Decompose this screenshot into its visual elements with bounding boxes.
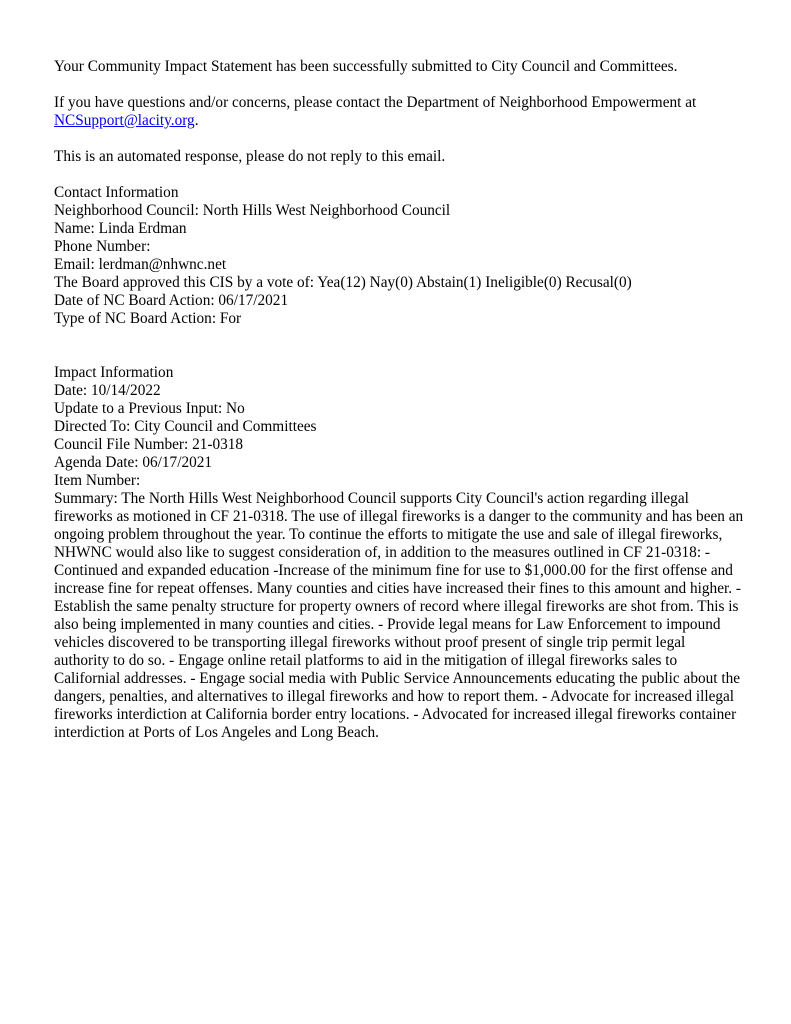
council-file-number-field: Council File Number: 21-0318 <box>54 436 244 453</box>
automated-response-note: This is an automated response, please do not reply to this email. <box>54 148 446 165</box>
neighborhood-council-field: Neighborhood Council: North Hills West Neighborhood Council <box>54 202 451 219</box>
contact-heading: Contact Information <box>54 184 179 201</box>
impact-summary-text: Summary: The North Hills West Neighborhood Council supports City Council's action regarding illegal fireworks as motioned in CF 21-0318. The use of illegal fireworks is a danger to the community and has been an ongoing problem throughout the year. To continue the efforts to mitigate the use and sale of illegal fireworks, NHWNC would also like to suggest consideration of, in addition to the measures outlined in CF 21-0318: -Continued and expanded education -Increase of the minimum fine for use to $1,000.00 for the first offense and increase fine for repeat offenses. Many counties and cities have increased their fines to this amount and higher. - Establish the same penalty structure for property owners of record where illegal fireworks are shot from. This is also being implemented in many counties and cities. - Provide legal means for Law Enforcement to impound vehicles discovered to be transporting illegal fireworks without proof present of single trip permit legal authority to do so. - Engage online retail platforms to aid in the mitigation of illegal fireworks sales to Californial addresses. - Engage social media with Public Service Announcements educating the public about the dangers, penalties, and alternatives to illegal fireworks and how to report them. - Advocate for increased illegal fireworks interdiction at California border entry locations. - Advocated for increased illegal fireworks container interdiction at Ports of Los Angeles and Long Beach. <box>54 490 744 741</box>
directed-to-field: Directed To: City Council and Committees <box>54 418 317 435</box>
item-number-field: Item Number: <box>54 472 141 489</box>
board-action-date-field: Date of NC Board Action: 06/17/2021 <box>54 292 289 309</box>
submission-confirmation-text: Your Community Impact Statement has been successfully submitted to City Council and Committees. <box>54 58 678 75</box>
support-email-link[interactable]: NCSupport@lacity.org <box>54 112 195 129</box>
impact-date-field: Date: 10/14/2022 <box>54 382 161 399</box>
contact-support-paragraph <box>54 94 744 130</box>
update-previous-input-field: Update to a Previous Input: No <box>54 400 245 417</box>
contact-information-section <box>54 184 744 328</box>
agenda-date-field: Agenda Date: 06/17/2021 <box>54 454 213 471</box>
impact-information-section <box>54 364 744 742</box>
email-field: Email: lerdman@nhwnc.net <box>54 256 227 273</box>
impact-heading: Impact Information <box>54 364 174 381</box>
name-field: Name: Linda Erdman <box>54 220 187 237</box>
phone-field: Phone Number: <box>54 238 151 255</box>
contact-support-suffix: . <box>194 112 199 129</box>
email-document <box>54 58 744 742</box>
board-vote-field: The Board approved this CIS by a vote of: Yea(12) Nay(0) Abstain(1) Ineligible(0) Recusal(0) <box>54 274 632 291</box>
board-action-type-field: Type of NC Board Action: For <box>54 310 242 327</box>
section-spacer <box>54 328 744 364</box>
contact-support-text: If you have questions and/or concerns, please contact the Department of Neighborhood Empowerment at <box>54 94 697 111</box>
